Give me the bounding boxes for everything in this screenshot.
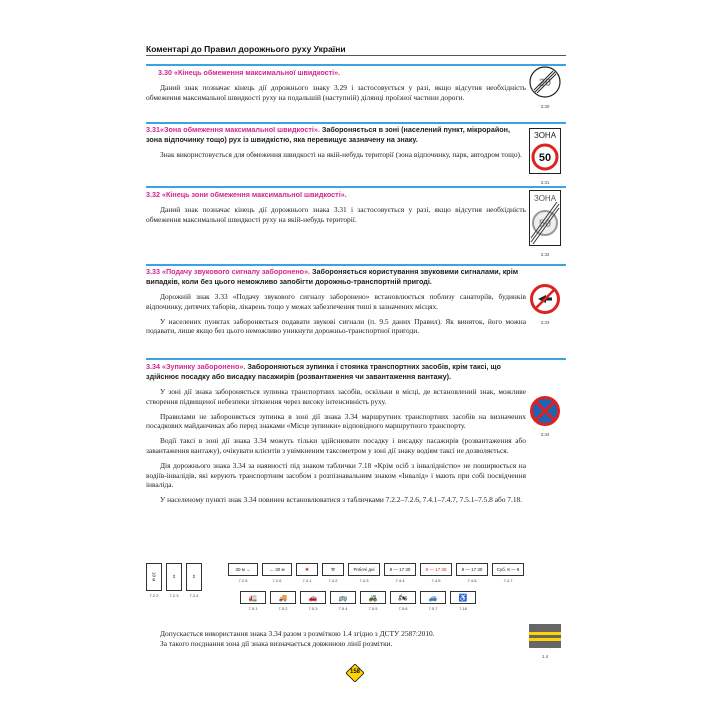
section-divider [146,64,566,66]
tablet-label: ⇕ [166,563,182,591]
tablets-left [146,563,202,598]
tablet-label: 10 м [146,563,162,591]
paragraph: За такого поєднання зона дії знака визначається довжиною лінії розмітки. [160,638,393,648]
page-header-title: Коментарі до Правил дорожнього руху України [146,44,346,54]
tablet-item [420,563,452,583]
tablet-code: 7.4.1 [302,578,312,583]
marking-1-4 [528,624,562,659]
tablet-7-2-2 [146,563,162,598]
sign-zone-label: ЗОНА [533,131,557,140]
tablet-code: 7.4.5 [431,578,441,583]
tablet-code: 7.4.2 [328,578,338,583]
section-divider [146,122,566,124]
section-3-32 [146,190,526,225]
tablet-item [262,563,292,583]
tablet-label: 8 — 17 30 [420,563,452,576]
section-title [146,125,526,145]
paragraph: У населеному пункті знак 3.34 повинен встановлюватися з табличками 7.2.2–7.2.6, 7.4.1–7.4.7, 7.5.1–7.5.8 або 7.18. [160,495,523,505]
header-divider [146,55,566,56]
paragraph: Знак використовується для обмеження швидкості на якій-небудь території (зона відпочинку, парк, автодром тощо). [160,150,522,159]
tablet-code: 7.4.7 [503,578,513,583]
paragraph: Правилами не забороняється зупинка в зоні дії знака 3.34 маршрутних транспортних засобів на визначених посадкових майданчиках або перед знаками «Місце зупинки» відповідного маршрутного транспорту. [146,411,526,431]
tablet-code: 7.5.5 [368,606,378,611]
tablet-item [492,563,524,583]
motorcycle-icon: 🏍 [390,591,416,604]
tablet-label: 30 м → [228,563,258,576]
section-title [146,190,526,200]
tablet-code: 7.5.6 [398,606,408,611]
tablet-code: 7.4.4 [395,578,405,583]
section-3-31 [146,125,526,160]
tablet-code: 7.5.3 [308,606,318,611]
sign-3-31 [528,128,562,185]
end-speed-limit-sign-icon [529,66,561,98]
tablet-item [300,591,326,611]
paragraph: У населених пунктах забороняється подавати звукові сигнали (п. 9.5 даних Правил). Як виняток, його можна подавати, лише якщо без цього неможливо уникнути дорожньо-транспортної пригоди. [146,316,526,336]
tablet-item [270,591,296,611]
sign-speed-value: 50 [538,152,552,164]
paragraph: Допускається використання знака 3.34 разом з розміткою 1.4 згідно з ДСТУ 2587:2010. [160,629,435,638]
sign-code: 3.34 [540,432,550,437]
tablet-item [360,591,386,611]
section-title-text: 3.31«Зона обмеження максимальної швидкості». [146,125,320,134]
tablet-code: 7.2.5 [238,578,248,583]
paragraph: Даний знак позначає кінець дії дорожнього знака 3.31 і застосовується у разі, якщо відсутня необхідність обмеження максимальної швидкості руху на якій-небудь території. [146,205,526,224]
paragraph: Даний знак позначає кінець дії дорожнього знаку 3.29 і застосовується у разі, якщо відсутня необхідність обмеження максимальної швидкості руху на подальшій (наступній) ділянці проїзної частини дороги. [146,83,526,102]
sign-code: 3.30 [540,104,550,109]
tablet-item [384,563,416,583]
sign-3-34 [528,396,562,437]
section-title [146,267,526,287]
end-speed-zone-sign-icon [529,190,561,246]
section-3-34 [146,362,526,505]
tablet-item [390,591,416,611]
tablet-code: 7.5.7 [428,606,438,611]
sign-3-30 [528,66,562,109]
tablet-item [296,563,318,583]
tablet-item [228,563,258,583]
tablet-code: 7.5.1 [248,606,258,611]
section-title-text: 3.34 «Зупинку заборонено». [146,362,246,371]
section-3-30 [146,68,526,103]
paragraph: Дорожній знак 3.33 «Подачу звукового сигналу заборонено» встановлюється поблизу санаторіїв, будинків відпочинку, дитячих таборів, лікарень тощо у межах забезпечення тиші в зазначених місцях. [146,292,526,311]
section-title-rule: Забороняється користування звуковими сигналами, крім випадків, коли без цього неможливо запобігти дорожньо-транспортній пригоді. [146,267,519,286]
section-title-rule: Забороняються зупинка і стоянка транспортних засобів, крім таксі, що здійснює посадку або висадку пасажирів (розвантаження чи завантаження вантажу). [146,362,501,381]
no-horn-sign-icon [530,284,560,314]
section-title-rule: Забороняється в зоні (населений пункт, мікрорайон, зона відпочинку тощо) рух із швидкістю, яка перевищує зазначену на знаку. [146,125,510,144]
bus-icon: 🚌 [330,591,356,604]
tablet-item [240,591,266,611]
sign-speed-value: 50 [538,218,552,230]
tablet-label: Суб. 8 — 9 [492,563,524,576]
tablet-label: ⇕ [186,563,202,591]
tablets-row-2 [240,591,476,611]
tablet-item [450,591,476,611]
tractor-icon: 🚜 [360,591,386,604]
section-title [146,68,526,78]
section-title-text: 3.30 «Кінець обмеження максимальної швидкості». [158,68,341,77]
truck-icon: 🚛 [240,591,266,604]
tablet-code: 7.2.6 [272,578,282,583]
tablet-label: ⚒ [322,563,344,576]
section-title-text: 3.32 «Кінець зони обмеження максимальної швидкості». [146,190,347,199]
tablet-code: 7.2.2 [149,593,159,598]
footnote [146,629,526,649]
tablet-label: Робочі дні [348,563,380,576]
speed-zone-sign-icon [529,128,561,174]
tablet-code: 7.4.6 [467,578,477,583]
car-crossed-icon: 🚙 [420,591,446,604]
road-marking-icon [529,624,561,648]
no-stopping-sign-icon [530,396,560,426]
tablet-7-2-4 [186,563,202,598]
tablet-7-2-3 [166,563,182,598]
tablet-code: 7.2.3 [169,593,179,598]
svg-text:20: 20 [538,77,552,89]
sign-3-33 [528,284,562,325]
section-3-33 [146,267,526,336]
sign-3-32 [528,190,562,257]
sign-code: 3.31 [540,180,550,185]
sign-code: 3.33 [540,320,550,325]
section-title [146,362,526,382]
tablet-code: 7.4.3 [359,578,369,583]
paragraph: Водії таксі в зоні дії знака 3.34 можуть тільки здійснювати посадку і висадку пасажирів (розвантаження або завантаження вантажу), очікувати клієнтів з увімкненим таксометром у зоні дії знаку водіям таксі не дозволяється. [146,436,526,455]
car-icon: 🚗 [300,591,326,604]
tablet-label: 8 — 17 30 [456,563,488,576]
tablet-item [330,591,356,611]
tablet-code: 7.5.2 [278,606,288,611]
truck-trailer-icon: 🚚 [270,591,296,604]
tablet-item [322,563,344,583]
sign-zone-label: ЗОНА [533,194,557,203]
section-divider [146,186,566,188]
tablet-label: ← 30 м [262,563,292,576]
tablet-code: 7.2.4 [189,593,199,598]
tablet-label: ✱ [296,563,318,576]
paragraph: У зоні дії знака забороняється зупинка транспортних засобів, оскільки в місці, де встановлений знак, можливе створення підвищеної небезпеки зіткнення через високу інтенсивність руху. [146,387,526,406]
tablet-item [456,563,488,583]
section-divider [146,358,566,360]
tablet-item [420,591,446,611]
sign-code: 1.4 [541,654,549,659]
tablet-code: 7.18 [459,606,467,611]
section-title-text: 3.33 «Подачу звукового сигналу заборонено». [146,267,311,276]
disabled-icon: ♿ [450,591,476,604]
tablet-code: 7.5.4 [338,606,348,611]
sign-code: 3.32 [540,252,550,257]
paragraph: Дія дорожнього знака 3.34 за наявності під знаком таблички 7.18 «Крім осіб з інвалідністю» не поширюється на водіїв-інвалідів, які керують транспортним засобом з розпізнавальним знаком «Інвалід» і мають при собі посвідчення інваліда. [146,460,526,490]
tablet-label: 8 — 17 30 [384,563,416,576]
section-divider [146,264,566,266]
tablet-item [348,563,380,583]
tablets-row-1 [228,563,524,583]
page-number: 158 [349,669,360,675]
